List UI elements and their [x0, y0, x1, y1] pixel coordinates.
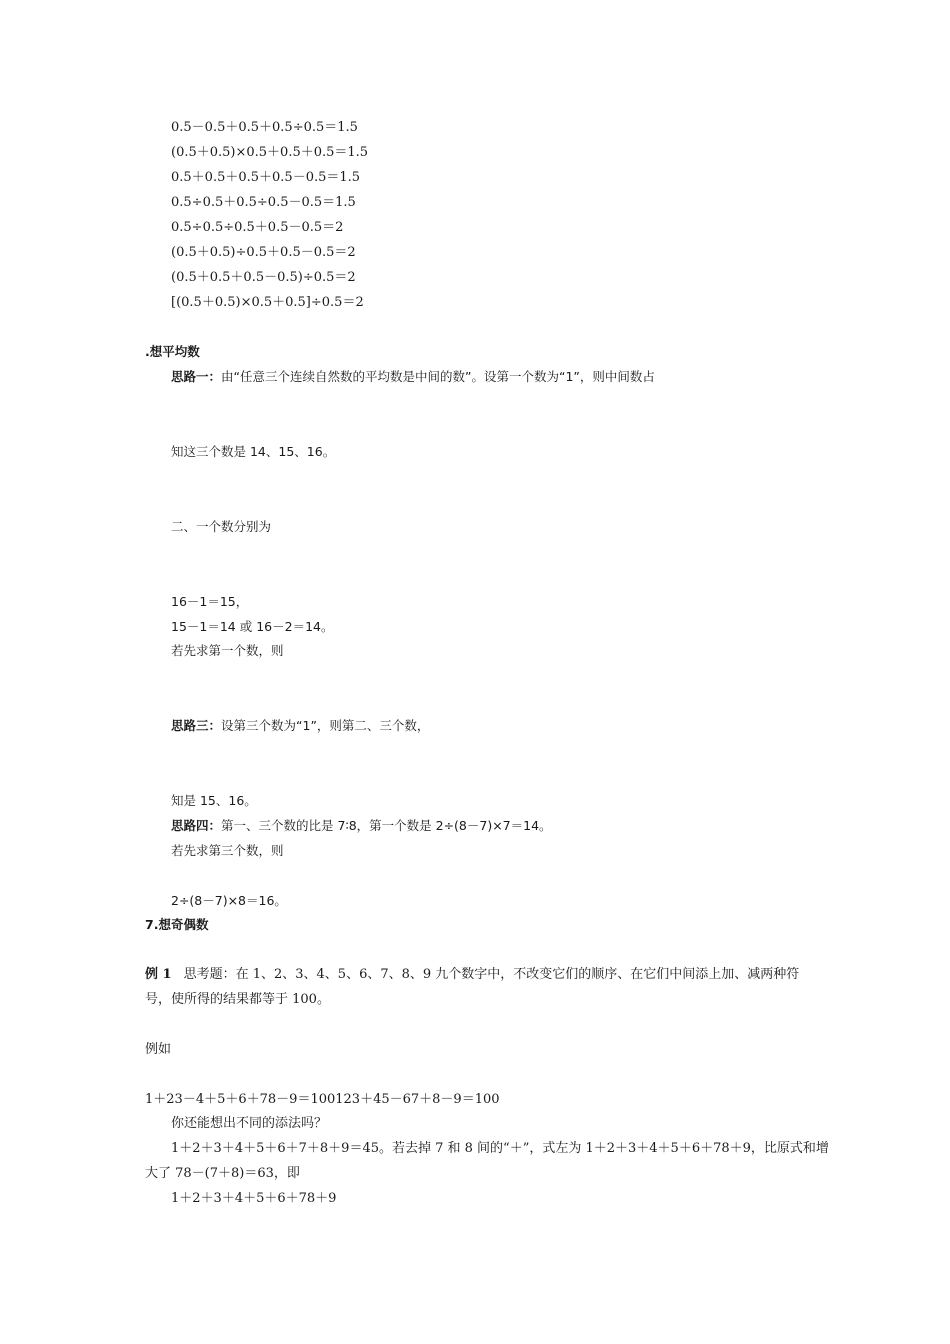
equation-line: (0.5＋0.5)×0.5＋0.5＋0.5＝1.5: [171, 145, 369, 160]
third-first-line: 若先求第三个数，则: [171, 843, 284, 858]
know-is-line: 知是 15、16。: [171, 793, 257, 808]
question-line: 你还能想出不同的添法吗？: [171, 1116, 328, 1131]
section-heading-average: .想平均数: [145, 344, 200, 359]
idea-three-label: 思路三：: [171, 718, 222, 733]
section-heading-odd-even: 7.想奇偶数: [145, 917, 209, 932]
equation-line: (0.5＋0.5)÷0.5＋0.5－0.5＝2: [171, 245, 356, 260]
example-text-continued: 号，使所得的结果都等于 100。: [145, 992, 330, 1007]
example-label: 例 1: [145, 967, 172, 982]
equation-line: 0.5＋0.5＋0.5＋0.5－0.5＝1.5: [171, 170, 361, 185]
equation-line: 0.5÷0.5＋0.5÷0.5－0.5＝1.5: [171, 195, 356, 210]
idea-three-text: 设第三个数为“1”，则第二、三个数，: [221, 718, 430, 733]
first-number-line: 若先求第一个数，则: [171, 643, 284, 658]
idea-four-paragraph: [171, 818, 552, 834]
example-paragraph: [145, 967, 799, 983]
equation-line: (0.5＋0.5＋0.5－0.5)÷0.5＝2: [171, 270, 356, 285]
example-text: 思考题：在 1、2、3、4、5、6、7、8、9 九个数字中，不改变它们的顺序、在它们中间添上加、减两种符: [183, 967, 800, 982]
idea-one-paragraph: [171, 369, 655, 385]
idea-two-intro: 二、一个数分别为: [171, 519, 272, 534]
reasoning-line: 大了 78－(7＋8)＝63，即: [145, 1166, 300, 1181]
idea-three-paragraph: [171, 718, 429, 734]
reasoning-line: 1＋2＋3＋4＋5＋6＋7＋8＋9＝45。若去掉 7 和 8 间的“＋”，式左为 1＋2＋3＋4＋5＋6＋78＋9，比原式和增: [171, 1141, 829, 1156]
idea-four-text: 第一、三个数的比是 7∶8，第一个数是 2÷(8－7)×7＝14。: [221, 818, 552, 833]
equation-line: 0.5－0.5＋0.5＋0.5÷0.5＝1.5: [171, 120, 358, 135]
idea-four-label: 思路四：: [171, 818, 222, 833]
calc-line: 15－1＝14 或 16－2＝14。: [171, 619, 334, 634]
calc-final-line: 2÷(8－7)×8＝16。: [171, 893, 287, 908]
equation-line: 0.5÷0.5÷0.5＋0.5－0.5＝2: [171, 220, 344, 235]
idea-one-label: 思路一：: [171, 369, 222, 384]
for-example-line: 例如: [145, 1042, 172, 1057]
calc-line: 16－1＝15，: [171, 594, 249, 609]
equation-line: [(0.5＋0.5)×0.5＋0.5]÷0.5＝2: [171, 295, 364, 310]
know-three-numbers: 知这三个数是 14、15、16。: [171, 444, 336, 459]
sample-equations: 1＋23－4＋5＋6＋78－9＝100123＋45－67＋8－9＝100: [145, 1092, 500, 1107]
reasoning-line: 1＋2＋3＋4＋5＋6＋78＋9: [171, 1191, 337, 1206]
idea-one-text: 由“任意三个连续自然数的平均数是中间的数”。设第一个数为“1”，则中间数占: [221, 369, 655, 384]
